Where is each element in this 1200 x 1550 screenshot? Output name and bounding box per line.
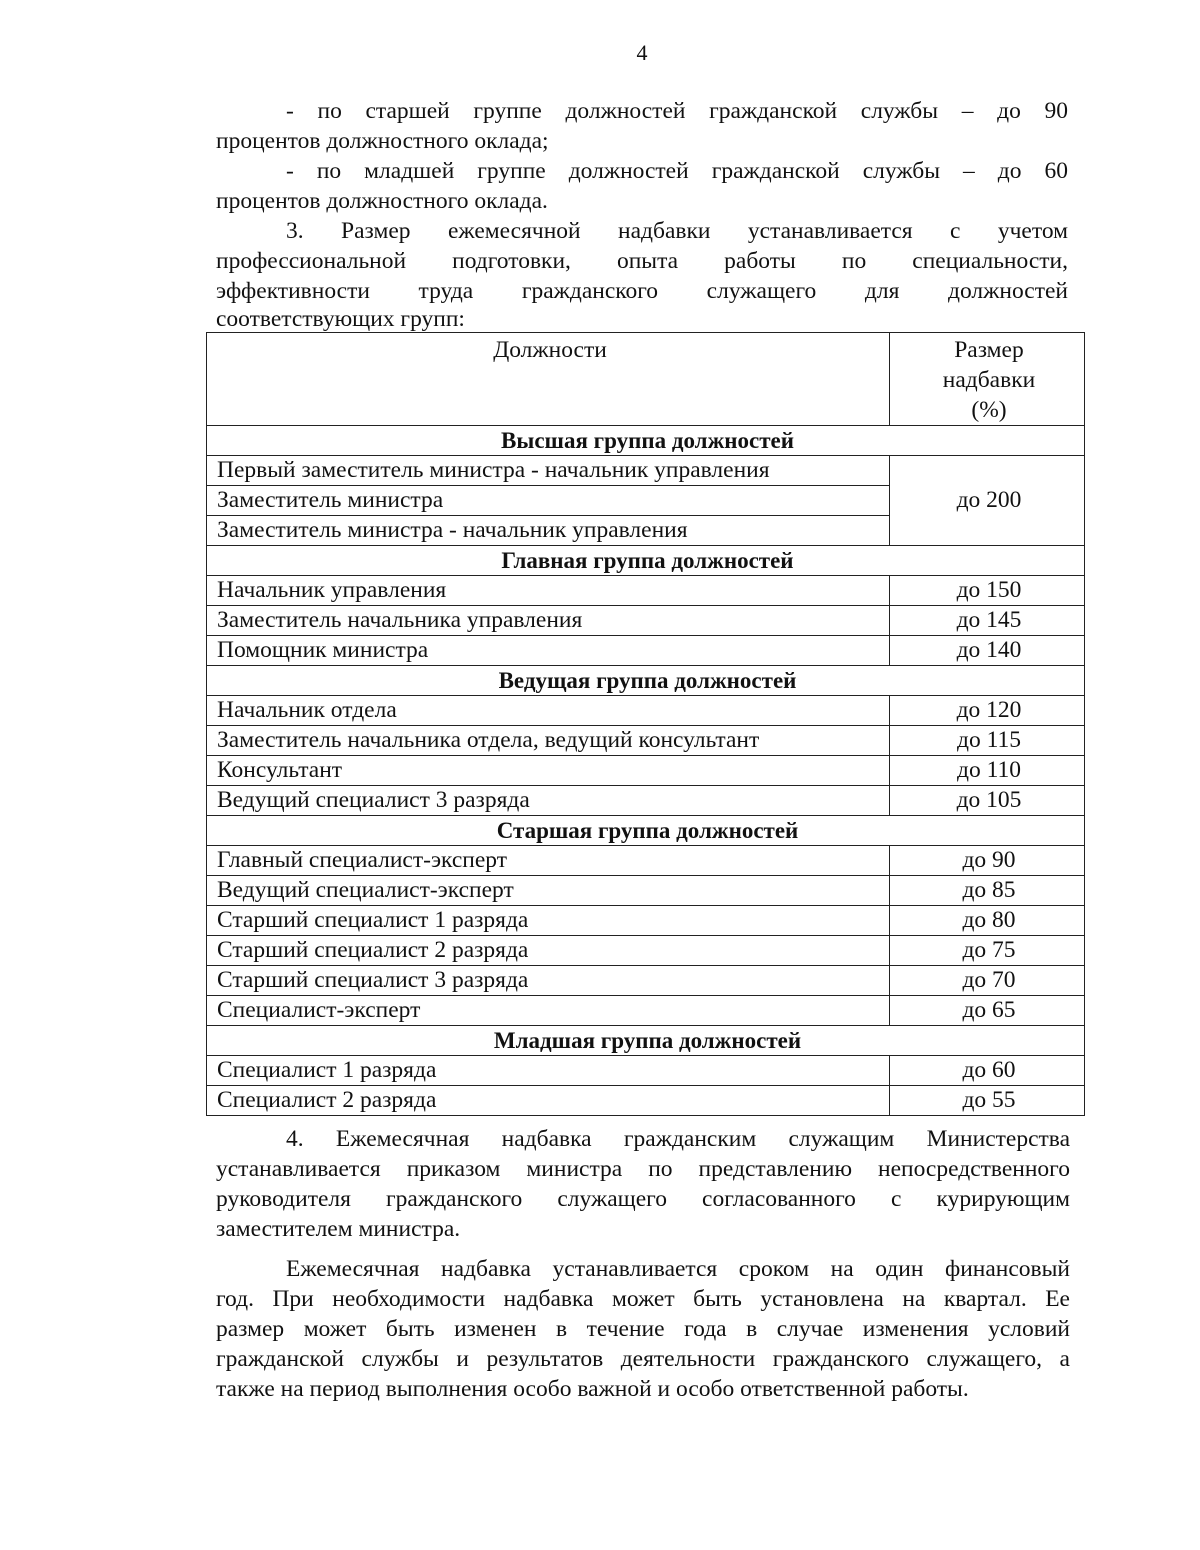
table-row [207,606,1085,636]
paragraph-4-line4: заместителем министра. [216,1216,461,1242]
position-cell: Заместитель начальника управления [207,606,890,636]
table-row [207,876,1085,906]
position-cell: Специалист 2 разряда [207,1086,890,1116]
table-row [207,756,1085,786]
paragraph-4-line2: устанавливается приказом министра по представлению непосредственного [216,1156,1070,1182]
position-cell: Старший специалист 1 разряда [207,906,890,936]
position-cell: Главный специалист-эксперт [207,846,890,876]
outro-section [216,1124,1070,1404]
table-row [207,906,1085,936]
value-cell: до 60 [890,1056,1085,1086]
value-cell: до 150 [890,576,1085,606]
allowance-table [206,332,1085,1116]
table-header-row [207,333,1085,426]
group-row [207,816,1085,846]
position-cell: Консультант [207,756,890,786]
position-cell: Специалист-эксперт [207,996,890,1026]
paragraph-3-line2: профессиональной подготовки, опыта работы по специальности, [216,248,1068,274]
paragraph-5-line5: также на период выполнения особо важной и особо ответственной работы. [216,1376,969,1402]
value-cell: до 80 [890,906,1085,936]
value-cell: до 145 [890,606,1085,636]
position-cell: Ведущий специалист 3 разряда [207,786,890,816]
value-cell: до 55 [890,1086,1085,1116]
header-size-line1: Размер [954,337,1024,363]
group-row [207,1026,1085,1056]
group-title-junior: Младшая группа должностей [207,1026,1085,1056]
table-row [207,1056,1085,1086]
value-cell: до 120 [890,696,1085,726]
value-cell: до 65 [890,996,1085,1026]
position-cell: Начальник отдела [207,696,890,726]
table-row [207,936,1085,966]
paragraph-5-line4: гражданской службы и результатов деятельности гражданского служащего, а [216,1346,1070,1372]
table-row [207,996,1085,1026]
value-cell: до 90 [890,846,1085,876]
paragraph-3-line4: соответствующих групп: [216,306,465,332]
group-title-leading: Ведущая группа должностей [207,666,1085,696]
position-cell: Первый заместитель министра - начальник управления [207,456,890,486]
header-positions: Должности [207,333,890,426]
group-row [207,666,1085,696]
header-allowance-size [890,333,1085,426]
table-row [207,696,1085,726]
position-cell: Заместитель министра [207,486,890,516]
table-row [207,456,1085,486]
group-title-main: Главная группа должностей [207,546,1085,576]
position-cell: Помощник министра [207,636,890,666]
value-cell: до 75 [890,936,1085,966]
value-cell: до 200 [890,456,1085,546]
intro-section [216,96,1068,332]
table-row [207,786,1085,816]
value-cell: до 140 [890,636,1085,666]
value-cell: до 70 [890,966,1085,996]
table-row [207,966,1085,996]
value-cell: до 115 [890,726,1085,756]
position-cell: Заместитель министра - начальник управления [207,516,890,546]
senior-group-item-line2: процентов должностного оклада; [216,128,549,154]
paragraph-5-line3: размер может быть изменен в течение года в случае изменения условий [216,1316,1070,1342]
position-cell: Специалист 1 разряда [207,1056,890,1086]
table-row [207,726,1085,756]
group-row [207,426,1085,456]
position-cell: Ведущий специалист-эксперт [207,876,890,906]
position-cell: Старший специалист 2 разряда [207,936,890,966]
header-size-line3: (%) [971,397,1007,423]
table-row [207,1086,1085,1116]
value-cell: до 105 [890,786,1085,816]
senior-group-item-line1: - по старшей группе должностей гражданской службы – до 90 [286,98,1068,124]
group-title-senior: Старшая группа должностей [207,816,1085,846]
table-row [207,576,1085,606]
group-row [207,546,1085,576]
paragraph-3-line3: эффективности труда гражданского служащего для должностей [216,278,1068,304]
junior-group-item-line1: - по младшей группе должностей гражданской службы – до 60 [286,158,1068,184]
position-cell: Начальник управления [207,576,890,606]
table-row [207,636,1085,666]
page-number: 4 [636,40,648,65]
table-row [207,846,1085,876]
junior-group-item-line2: процентов должностного оклада. [216,188,548,214]
paragraph-5-line1: Ежемесячная надбавка устанавливается сроком на один финансовый [286,1256,1070,1282]
group-title-highest: Высшая группа должностей [207,426,1085,456]
paragraph-4-line3: руководителя гражданского служащего согласованного с курирующим [216,1186,1070,1212]
header-size-line2: надбавки [942,367,1036,393]
position-cell: Старший специалист 3 разряда [207,966,890,996]
paragraph-5-line2: год. При необходимости надбавка может быть установлена на квартал. Ее [216,1286,1070,1312]
value-cell: до 110 [890,756,1085,786]
position-cell: Заместитель начальника отдела, ведущий консультант [207,726,890,756]
paragraph-4-line1: 4. Ежемесячная надбавка гражданским служащим Министерства [286,1126,1070,1152]
value-cell: до 85 [890,876,1085,906]
paragraph-3-line1: 3. Размер ежемесячной надбавки устанавливается с учетом [286,218,1068,244]
